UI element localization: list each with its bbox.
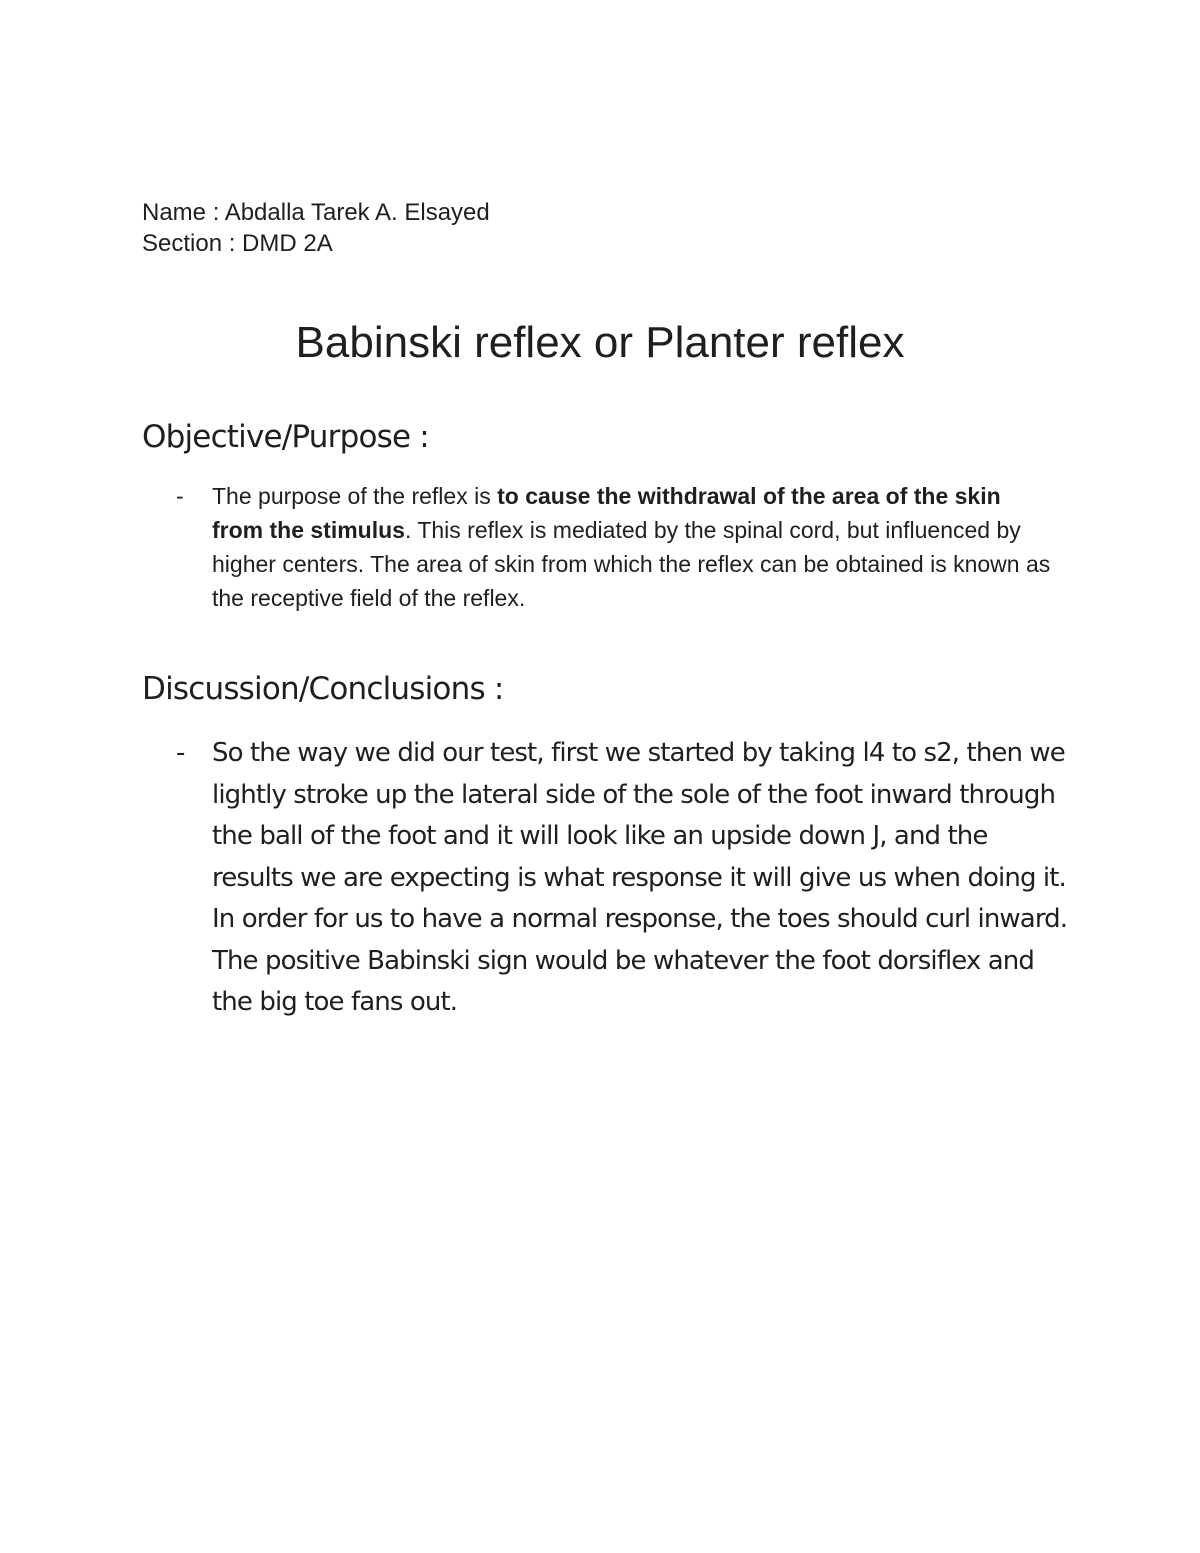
discussion-heading: Discussion/Conclusions :	[142, 671, 504, 707]
objective-heading: Objective/Purpose :	[142, 419, 429, 455]
document-title: Babinski reflex or Planter reflex	[295, 318, 905, 367]
objective-text-end: . This reflex is mediated by the spinal cord, but influenced by higher centers. The area of skin from which the reflex can be obtained is known as the receptive field of the reflex.	[212, 517, 1051, 611]
objective-text-start: The purpose of the reflex is	[212, 483, 498, 509]
bullet-marker: -	[176, 483, 184, 509]
header-block	[142, 197, 490, 259]
discussion-paragraph: So the way we did our test, first we started by taking l4 to s2, then we lightly stroke up the lateral side of the sole of the foot inward through the ball of the foot and it will look like an upside down J, and the results we are expecting is what response it will give us when doing it. In order for us to have a normal response, the toes should curl inward. The positive Babinski sign would be whatever the foot dorsiflex and the big toe fans out.	[212, 738, 1068, 1017]
bullet-marker: -	[176, 738, 185, 768]
objective-paragraph	[212, 479, 1057, 615]
objective-bold-text: to cause the withdrawal of the area of the skin from the stimulus	[212, 483, 1001, 543]
section-line: Section : DMD 2A	[142, 230, 333, 257]
name-line: Name : Abdalla Tarek A. Elsayed	[142, 199, 490, 226]
